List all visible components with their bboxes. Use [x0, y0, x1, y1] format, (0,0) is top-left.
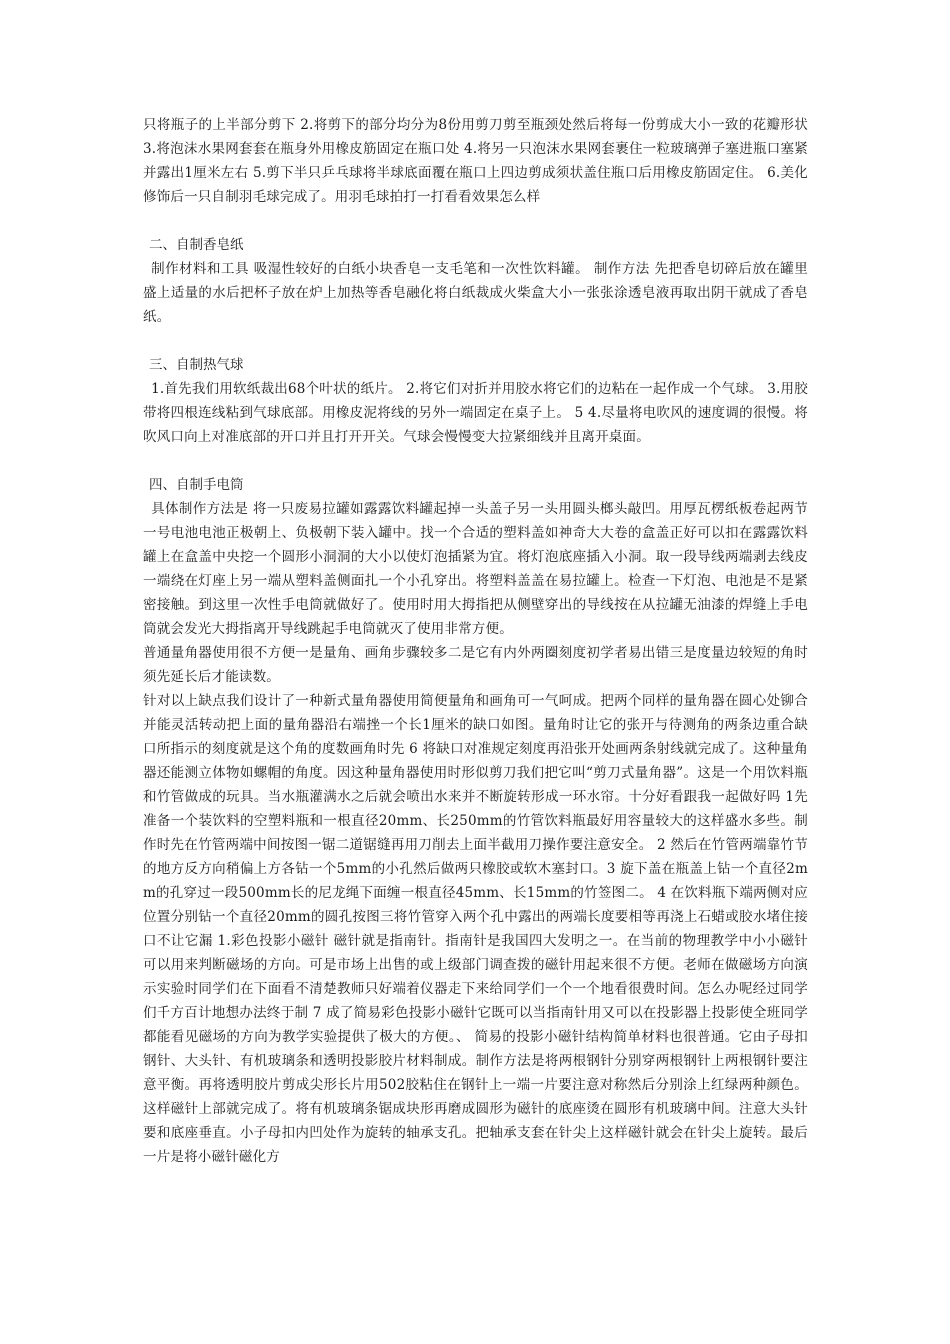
document-body [143, 113, 808, 1169]
section-heading-flashlight: 四、自制手电筒 [149, 477, 244, 493]
section-heading-soap-paper: 二、自制香皂纸 [149, 237, 244, 253]
paragraph-protractor-and-compass: 针对以上缺点我们设计了一种新式量角器使用简便量角和画角可一气呵成。把两个同样的量角器在圆心处铆合并能灵活转动把上面的量角器沿右端挫一个长1厘米的缺口如图。量角时让它的张开与待测角的两条边重合缺口所指示的刻度就是这个角的度数画角时先 6 将缺口对准规定刻度再沿张开处画两条射线就完成了。这种量角器还能测立体物如螺帽的角度。因这种量角器使用时形似剪刀我们把它叫“剪刀式量角器”。这是一个用饮料瓶和竹管做成的玩具。当水瓶灌满水之后就会喷出水来并不断旋转形成一环水帘。十分好看跟我一起做好吗 1先准备一个装饮料的空塑料瓶和一根直径20mm、长250mm的竹管饮料瓶最好用容量较大的这样盛水多些。制作时先在竹管两端中间按图一锯二道锯缝再用刀削去上面半截用刀操作要注意安全。 2 然后在竹管两端靠竹节的地方反方向稍偏上方各钻一个5mm的小孔然后做两只橡胶或软木塞封口。3 旋下盖在瓶盖上钻一个直径2mm的孔穿过一段500mm长的尼龙绳下面缠一根直径45mm、长15mm的竹签图二。 4 在饮料瓶下端两侧对应位置分别钻一个直径20mm的圆孔按图三将竹管穿入两个孔中露出的两端长度要相等再浇上石蜡或胶水堵住接口不让它漏 1.彩色投影小磁针 磁针就是指南针。指南针是我国四大发明之一。在当前的物理教学中小小磁针可以用来判断磁场的方向。可是市场上出售的或上级部门调查拨的磁针用起来很不方便。老师在做磁场方向演示实验时同学们在下面看不清楚教师只好端着仪器走下来给同学们一个一个地看很费时间。怎么办呢经过同学们千方百计地想办法终于制 7 成了简易彩色投影小磁针它既可以当指南针用又可以在投影器上投影使全班同学都能看见磁场的方向为教学实验提供了极大的方便。、 简易的投影小磁针结构简单材料也很普通。它由子母扣钢针、大头针、有机玻璃条和透明投影胶片材料制成。制作方法是将两根钢针分别穿两根钢针上两根钢针要注意平衡。再将透明胶片剪成尖形长片用502胶粘住在钢针上一端一片要注意对称然后分别涂上红绿两种颜色。这样磁针上部就完成了。将有机玻璃条锯成块形再磨成圆形为磁针的底座烫在圆形有机玻璃中间。注意大头针要和底座垂直。小子母扣内凹处作为旋转的轴承支孔。把轴承支套在针尖上这样磁针就会在针尖上旋转。最后一片是将小磁针磁化方 [143, 693, 808, 1165]
section-heading-hot-air-balloon: 三、自制热气球 [149, 357, 244, 373]
spacer [143, 449, 808, 473]
paragraph-protractor-problems: 普通量角器使用很不方便一是量角、画角步骤较多二是它有内外两圈刻度初学者易出错三是度量边较短的角时须先延长后才能读数。 [143, 645, 808, 685]
spacer [143, 329, 808, 353]
paragraph-flashlight: 具体制作方法是 将一只废易拉罐如露露饮料罐起掉一头盖子另一头用圆头榔头敲凹。用厚瓦楞纸板卷起两节一号电池电池正极朝上、负极朝下装入罐中。找一个合适的塑料盖如神奇大大卷的盒盖正好可以扣在露露饮料罐上在盒盖中央挖一个圆形小洞洞的大小以使灯泡插紧为宜。将灯泡底座插入小洞。取一段导线两端剥去线皮一端绕在灯座上另一端从塑料盖侧面扎一个小孔穿出。将塑料盖盖在易拉罐上。检查一下灯泡、电池是不是紧密接触。到这里一次性手电筒就做好了。使用时用大拇指把从侧壁穿出的导线按在从拉罐无油漆的焊缝上手电筒就会发光大拇指离开导线跳起手电筒就灭了使用非常方便。 [143, 501, 808, 637]
paragraph-badminton-steps: 只将瓶子的上半部分剪下 2.将剪下的部分均分为8份用剪刀剪至瓶颈处然后将每一份剪成大小一致的花瓣形状 3.将泡沫水果网套套在瓶身外用橡皮筋固定在瓶口处 4.将另一只泡沫水果网套裹住一粒玻璃弹子塞进瓶口塞紧并露出1厘米左右 5.剪下半只乒乓球将半球底面覆在瓶口上四边剪成须状盖住瓶口后用橡皮筋固定住。 6.美化修饰后一只自制羽毛球完成了。用羽毛球拍打一打看看效果怎么样 [143, 117, 808, 205]
paragraph-soap-paper: 制作材料和工具 吸湿性较好的白纸小块香皂一支毛笔和一次性饮料罐。 制作方法 先把香皂切碎后放在罐里盛上适量的水后把杯子放在炉上加热等香皂融化将白纸裁成火柴盒大小一张张涂透皂液再取出阴干就成了香皂纸。 [143, 261, 808, 325]
spacer [143, 209, 808, 233]
paragraph-hot-air-balloon: 1.首先我们用软纸裁出68个叶状的纸片。 2.将它们对折并用胶水将它们的边粘在一起作成一个气球。 3.用胶带将四根连线粘到气球底部。用橡皮泥将线的另外一端固定在桌子上。 5 4.尽量将电吹风的速度调的很慢。将吹风口向上对准底部的开口并且打开开关。气球会慢慢变大拉紧细线并且离开桌面。 [143, 381, 808, 445]
